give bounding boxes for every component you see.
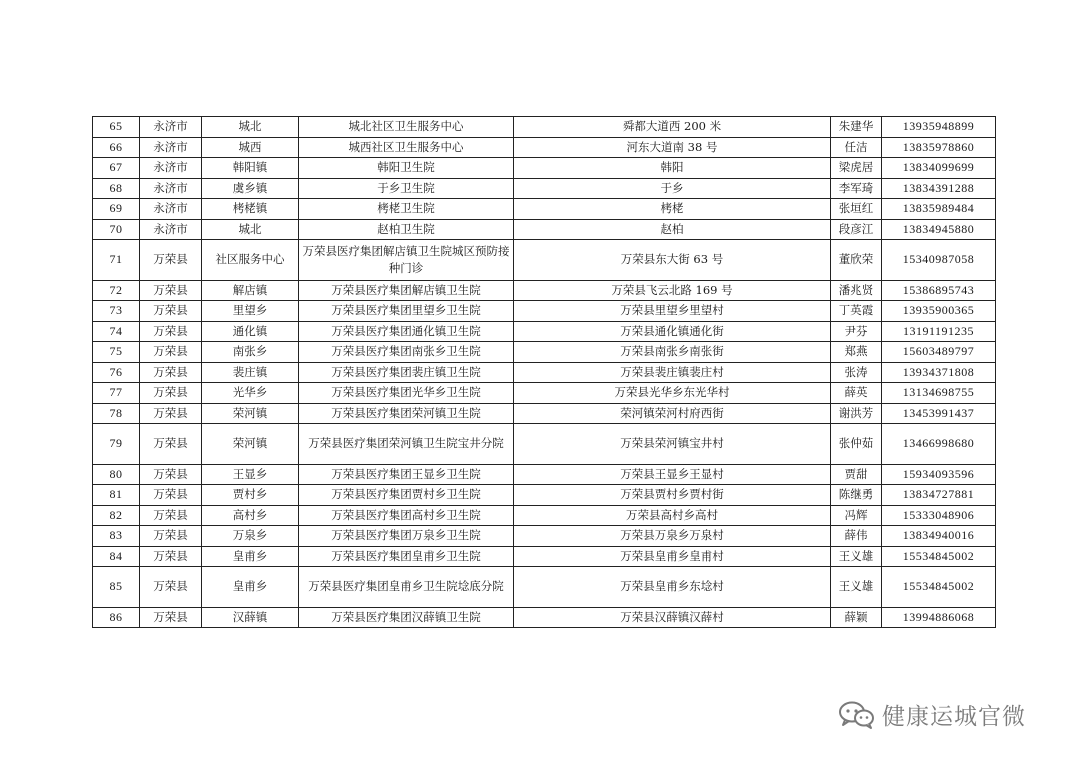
row-number-cell: 66 bbox=[93, 137, 140, 158]
contact-person-cell: 王义雄 bbox=[831, 567, 882, 608]
town-cell: 城西 bbox=[202, 137, 299, 158]
address-cell: 于乡 bbox=[514, 178, 831, 199]
town-cell: 汉薛镇 bbox=[202, 607, 299, 628]
institution-cell: 万荣县医疗集团皇甫乡卫生院 bbox=[299, 546, 514, 567]
town-cell: 韩阳镇 bbox=[202, 158, 299, 179]
institution-cell: 万荣县医疗集团皇甫乡卫生院埝底分院 bbox=[299, 567, 514, 608]
address-cell: 万荣县荣河镇宝井村 bbox=[514, 424, 831, 465]
county-cell: 万荣县 bbox=[140, 424, 202, 465]
address-cell: 荣河镇荣河村府西街 bbox=[514, 403, 831, 424]
table-body bbox=[93, 117, 996, 628]
town-cell: 裴庄镇 bbox=[202, 362, 299, 383]
table-row bbox=[93, 607, 996, 628]
town-cell: 城北 bbox=[202, 117, 299, 138]
county-cell: 万荣县 bbox=[140, 280, 202, 301]
phone-cell: 13134698755 bbox=[882, 383, 996, 404]
vaccination-site-table-container bbox=[92, 116, 995, 628]
town-cell: 皇甫乡 bbox=[202, 546, 299, 567]
county-cell: 万荣县 bbox=[140, 505, 202, 526]
table-row bbox=[93, 526, 996, 547]
phone-cell: 13834940016 bbox=[882, 526, 996, 547]
row-number-cell: 75 bbox=[93, 342, 140, 363]
contact-person-cell: 薛伟 bbox=[831, 526, 882, 547]
address-cell: 万荣县万泉乡万泉村 bbox=[514, 526, 831, 547]
phone-cell: 13834099699 bbox=[882, 158, 996, 179]
table-row bbox=[93, 383, 996, 404]
phone-cell: 15934093596 bbox=[882, 464, 996, 485]
table-row bbox=[93, 321, 996, 342]
row-number-cell: 76 bbox=[93, 362, 140, 383]
address-cell: 万荣县飞云北路 169 号 bbox=[514, 280, 831, 301]
table-row bbox=[93, 240, 996, 281]
contact-person-cell: 任洁 bbox=[831, 137, 882, 158]
institution-cell: 韩阳卫生院 bbox=[299, 158, 514, 179]
table-row bbox=[93, 117, 996, 138]
phone-cell: 13835989484 bbox=[882, 199, 996, 220]
county-cell: 永济市 bbox=[140, 178, 202, 199]
row-number-cell: 67 bbox=[93, 158, 140, 179]
institution-cell: 栲栳卫生院 bbox=[299, 199, 514, 220]
institution-cell: 万荣县医疗集团南张乡卫生院 bbox=[299, 342, 514, 363]
phone-cell: 15534845002 bbox=[882, 546, 996, 567]
address-cell: 万荣县南张乡南张街 bbox=[514, 342, 831, 363]
address-cell: 河东大道南 38 号 bbox=[514, 137, 831, 158]
town-cell: 贾村乡 bbox=[202, 485, 299, 506]
address-cell: 万荣县通化镇通化街 bbox=[514, 321, 831, 342]
row-number-cell: 65 bbox=[93, 117, 140, 138]
institution-cell: 万荣县医疗集团荣河镇卫生院 bbox=[299, 403, 514, 424]
town-cell: 王显乡 bbox=[202, 464, 299, 485]
contact-person-cell: 薛颖 bbox=[831, 607, 882, 628]
contact-person-cell: 贾甜 bbox=[831, 464, 882, 485]
institution-cell: 于乡卫生院 bbox=[299, 178, 514, 199]
town-cell: 荣河镇 bbox=[202, 424, 299, 465]
contact-person-cell: 董欣荣 bbox=[831, 240, 882, 281]
row-number-cell: 85 bbox=[93, 567, 140, 608]
address-cell: 万荣县里望乡里望村 bbox=[514, 301, 831, 322]
table-row bbox=[93, 178, 996, 199]
table-row bbox=[93, 546, 996, 567]
contact-person-cell: 梁虎居 bbox=[831, 158, 882, 179]
county-cell: 万荣县 bbox=[140, 546, 202, 567]
address-cell: 万荣县光华乡东光华村 bbox=[514, 383, 831, 404]
phone-cell: 13191191235 bbox=[882, 321, 996, 342]
county-cell: 万荣县 bbox=[140, 403, 202, 424]
contact-person-cell: 潘兆贤 bbox=[831, 280, 882, 301]
contact-person-cell: 冯辉 bbox=[831, 505, 882, 526]
address-cell: 韩阳 bbox=[514, 158, 831, 179]
institution-cell: 赵柏卫生院 bbox=[299, 219, 514, 240]
row-number-cell: 78 bbox=[93, 403, 140, 424]
table-row bbox=[93, 464, 996, 485]
institution-cell: 万荣县医疗集团光华乡卫生院 bbox=[299, 383, 514, 404]
county-cell: 万荣县 bbox=[140, 567, 202, 608]
county-cell: 万荣县 bbox=[140, 383, 202, 404]
table-row bbox=[93, 342, 996, 363]
county-cell: 永济市 bbox=[140, 117, 202, 138]
contact-person-cell: 张涛 bbox=[831, 362, 882, 383]
institution-cell: 万荣县医疗集团解店镇卫生院 bbox=[299, 280, 514, 301]
town-cell: 栲栳镇 bbox=[202, 199, 299, 220]
table-row bbox=[93, 158, 996, 179]
table-row bbox=[93, 424, 996, 465]
phone-cell: 15534845002 bbox=[882, 567, 996, 608]
institution-cell: 万荣县医疗集团汉薛镇卫生院 bbox=[299, 607, 514, 628]
town-cell: 南张乡 bbox=[202, 342, 299, 363]
row-number-cell: 73 bbox=[93, 301, 140, 322]
table-row bbox=[93, 199, 996, 220]
town-cell: 皇甫乡 bbox=[202, 567, 299, 608]
institution-cell: 万荣县医疗集团裴庄镇卫生院 bbox=[299, 362, 514, 383]
town-cell: 城北 bbox=[202, 219, 299, 240]
town-cell: 里望乡 bbox=[202, 301, 299, 322]
town-cell: 通化镇 bbox=[202, 321, 299, 342]
address-cell: 万荣县高村乡高村 bbox=[514, 505, 831, 526]
wechat-icon bbox=[838, 700, 876, 730]
address-cell: 万荣县东大街 63 号 bbox=[514, 240, 831, 281]
table-row bbox=[93, 280, 996, 301]
row-number-cell: 77 bbox=[93, 383, 140, 404]
phone-cell: 13453991437 bbox=[882, 403, 996, 424]
address-cell: 万荣县贾村乡贾村街 bbox=[514, 485, 831, 506]
institution-cell: 万荣县医疗集团里望乡卫生院 bbox=[299, 301, 514, 322]
row-number-cell: 74 bbox=[93, 321, 140, 342]
contact-person-cell: 李军琦 bbox=[831, 178, 882, 199]
town-cell: 解店镇 bbox=[202, 280, 299, 301]
phone-cell: 13994886068 bbox=[882, 607, 996, 628]
address-cell: 万荣县裴庄镇裴庄村 bbox=[514, 362, 831, 383]
town-cell: 虞乡镇 bbox=[202, 178, 299, 199]
county-cell: 永济市 bbox=[140, 137, 202, 158]
watermark bbox=[838, 698, 1026, 731]
row-number-cell: 86 bbox=[93, 607, 140, 628]
address-cell: 舜都大道西 200 米 bbox=[514, 117, 831, 138]
phone-cell: 15340987058 bbox=[882, 240, 996, 281]
institution-cell: 万荣县医疗集团荣河镇卫生院宝井分院 bbox=[299, 424, 514, 465]
phone-cell: 15333048906 bbox=[882, 505, 996, 526]
vaccination-site-table bbox=[92, 116, 996, 628]
row-number-cell: 81 bbox=[93, 485, 140, 506]
phone-cell: 13935900365 bbox=[882, 301, 996, 322]
table-row bbox=[93, 567, 996, 608]
watermark-text: 健康运城官微 bbox=[882, 704, 1026, 730]
contact-person-cell: 丁英霞 bbox=[831, 301, 882, 322]
county-cell: 万荣县 bbox=[140, 301, 202, 322]
contact-person-cell: 陈继勇 bbox=[831, 485, 882, 506]
county-cell: 万荣县 bbox=[140, 342, 202, 363]
table-row bbox=[93, 137, 996, 158]
table-row bbox=[93, 362, 996, 383]
town-cell: 荣河镇 bbox=[202, 403, 299, 424]
contact-person-cell: 张垣红 bbox=[831, 199, 882, 220]
town-cell: 万泉乡 bbox=[202, 526, 299, 547]
row-number-cell: 70 bbox=[93, 219, 140, 240]
contact-person-cell: 段彦江 bbox=[831, 219, 882, 240]
contact-person-cell: 朱建华 bbox=[831, 117, 882, 138]
contact-person-cell: 薛英 bbox=[831, 383, 882, 404]
row-number-cell: 83 bbox=[93, 526, 140, 547]
county-cell: 万荣县 bbox=[140, 321, 202, 342]
table-row bbox=[93, 485, 996, 506]
phone-cell: 15603489797 bbox=[882, 342, 996, 363]
institution-cell: 万荣县医疗集团高村乡卫生院 bbox=[299, 505, 514, 526]
county-cell: 万荣县 bbox=[140, 464, 202, 485]
row-number-cell: 80 bbox=[93, 464, 140, 485]
table-row bbox=[93, 219, 996, 240]
county-cell: 永济市 bbox=[140, 219, 202, 240]
contact-person-cell: 谢洪芳 bbox=[831, 403, 882, 424]
phone-cell: 13934371808 bbox=[882, 362, 996, 383]
address-cell: 万荣县王显乡王显村 bbox=[514, 464, 831, 485]
address-cell: 万荣县皇甫乡东埝村 bbox=[514, 567, 831, 608]
institution-cell: 万荣县医疗集团解店镇卫生院城区预防接种门诊 bbox=[299, 240, 514, 281]
row-number-cell: 72 bbox=[93, 280, 140, 301]
phone-cell: 13834727881 bbox=[882, 485, 996, 506]
row-number-cell: 84 bbox=[93, 546, 140, 567]
phone-cell: 15386895743 bbox=[882, 280, 996, 301]
row-number-cell: 71 bbox=[93, 240, 140, 281]
town-cell: 光华乡 bbox=[202, 383, 299, 404]
contact-person-cell: 郑燕 bbox=[831, 342, 882, 363]
town-cell: 高村乡 bbox=[202, 505, 299, 526]
row-number-cell: 79 bbox=[93, 424, 140, 465]
phone-cell: 13834945880 bbox=[882, 219, 996, 240]
row-number-cell: 69 bbox=[93, 199, 140, 220]
town-cell: 社区服务中心 bbox=[202, 240, 299, 281]
county-cell: 永济市 bbox=[140, 158, 202, 179]
address-cell: 万荣县皇甫乡皇甫村 bbox=[514, 546, 831, 567]
address-cell: 万荣县汉薛镇汉薛村 bbox=[514, 607, 831, 628]
row-number-cell: 82 bbox=[93, 505, 140, 526]
contact-person-cell: 王义雄 bbox=[831, 546, 882, 567]
phone-cell: 13834391288 bbox=[882, 178, 996, 199]
county-cell: 万荣县 bbox=[140, 362, 202, 383]
county-cell: 万荣县 bbox=[140, 485, 202, 506]
institution-cell: 万荣县医疗集团万泉乡卫生院 bbox=[299, 526, 514, 547]
table-row bbox=[93, 505, 996, 526]
institution-cell: 万荣县医疗集团王显乡卫生院 bbox=[299, 464, 514, 485]
institution-cell: 城西社区卫生服务中心 bbox=[299, 137, 514, 158]
county-cell: 万荣县 bbox=[140, 240, 202, 281]
phone-cell: 13935948899 bbox=[882, 117, 996, 138]
county-cell: 永济市 bbox=[140, 199, 202, 220]
phone-cell: 13466998680 bbox=[882, 424, 996, 465]
phone-cell: 13835978860 bbox=[882, 137, 996, 158]
county-cell: 万荣县 bbox=[140, 607, 202, 628]
contact-person-cell: 张仲茹 bbox=[831, 424, 882, 465]
institution-cell: 万荣县医疗集团通化镇卫生院 bbox=[299, 321, 514, 342]
county-cell: 万荣县 bbox=[140, 526, 202, 547]
table-row bbox=[93, 301, 996, 322]
address-cell: 赵柏 bbox=[514, 219, 831, 240]
address-cell: 栲栳 bbox=[514, 199, 831, 220]
row-number-cell: 68 bbox=[93, 178, 140, 199]
institution-cell: 万荣县医疗集团贾村乡卫生院 bbox=[299, 485, 514, 506]
institution-cell: 城北社区卫生服务中心 bbox=[299, 117, 514, 138]
contact-person-cell: 尹芬 bbox=[831, 321, 882, 342]
table-row bbox=[93, 403, 996, 424]
